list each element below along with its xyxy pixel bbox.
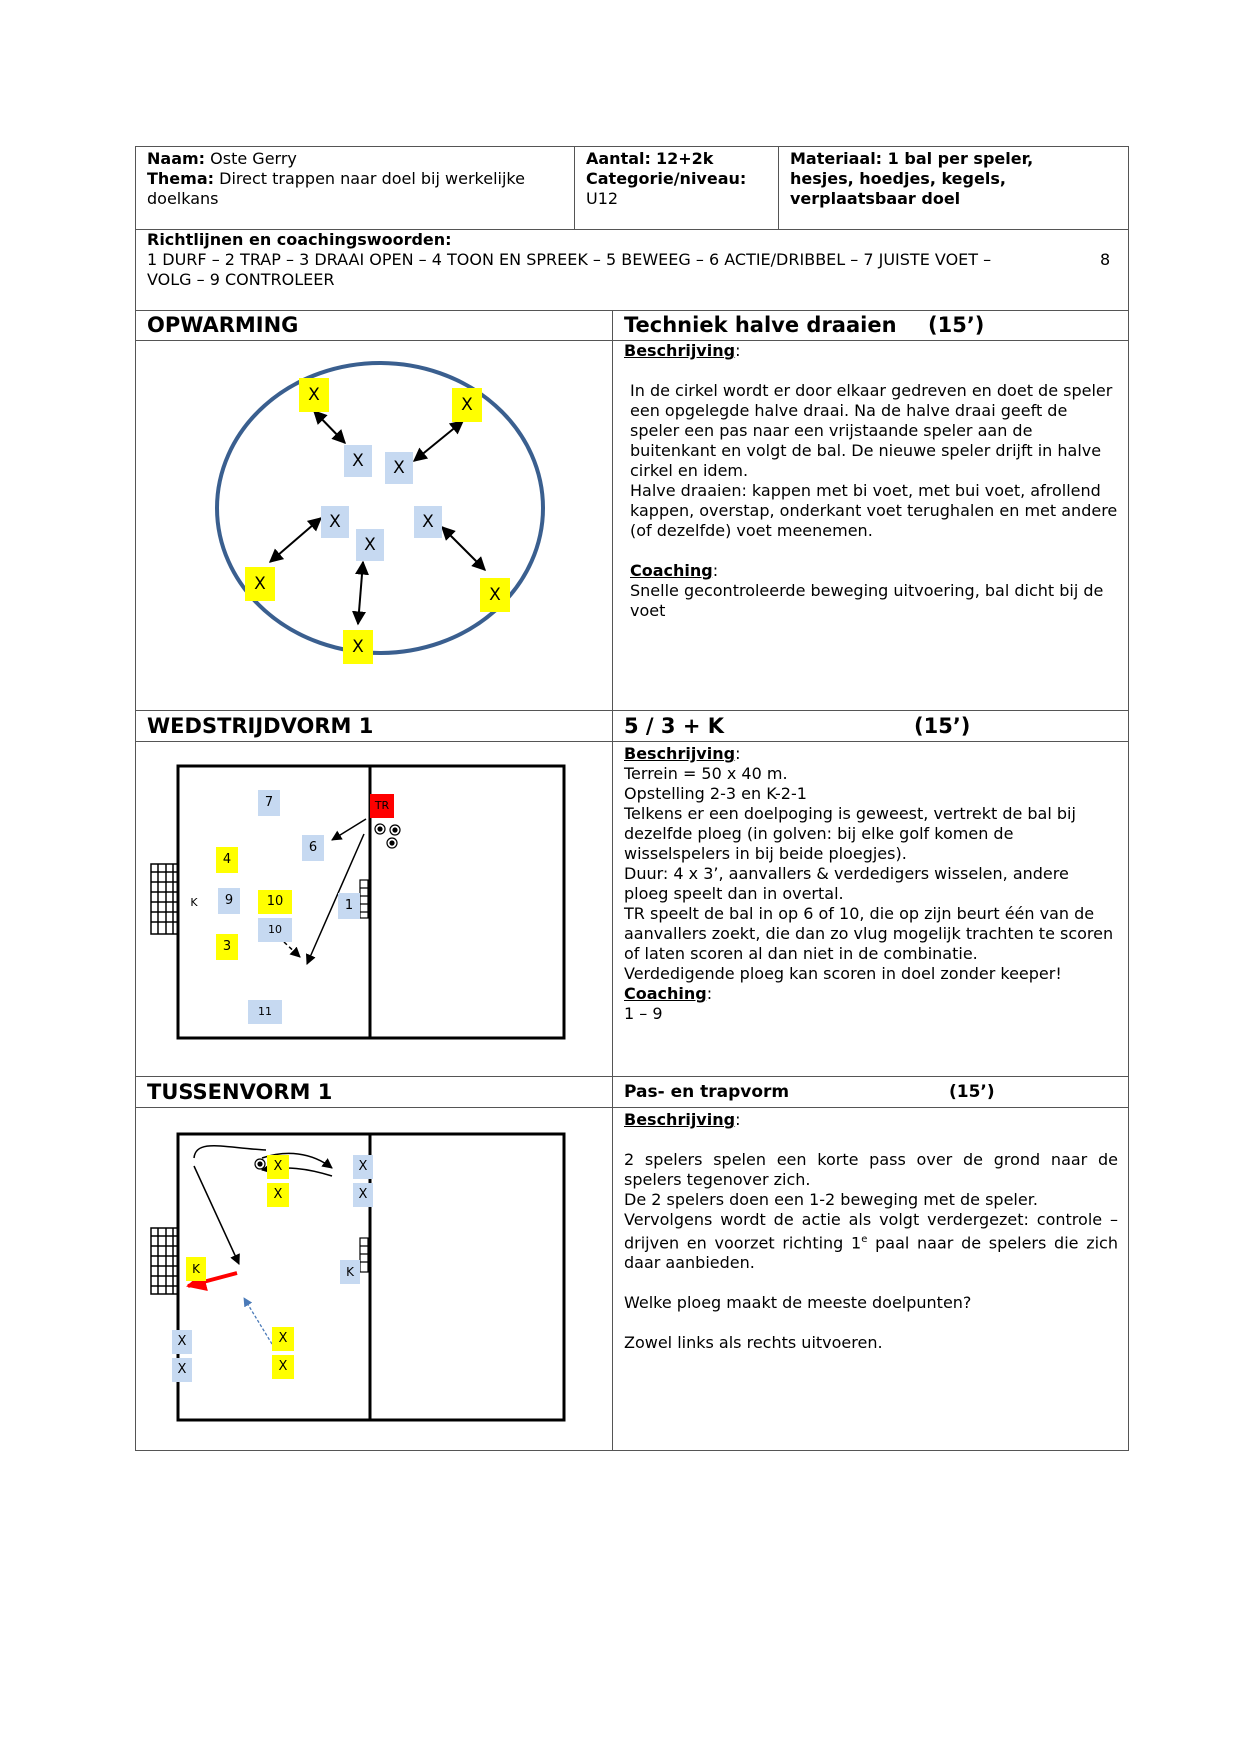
- player-yellow: X: [272, 1355, 294, 1379]
- pass-arrow: [358, 562, 363, 624]
- tussen-p3-sup: e: [861, 1234, 868, 1245]
- tussen-duration: (15’): [949, 1082, 995, 1102]
- tussen-p3-text: paal naar de spelers die zich daar aanbieden.: [624, 1233, 1118, 1273]
- richtlijnen-line2: VOLG – 9 CONTROLEER: [147, 270, 335, 289]
- tussen-p2: De 2 spelers doen een 1-2 beweging met de speler.: [624, 1190, 1038, 1209]
- player-blue: X: [172, 1358, 192, 1382]
- player-1: 1: [338, 893, 360, 919]
- player-yellow: X: [343, 630, 373, 664]
- ball-icon: [375, 824, 400, 848]
- player-yellow: X: [267, 1183, 289, 1207]
- thema-label: Thema:: [147, 169, 215, 188]
- tussen-p5: Zowel links als rechts uitvoeren.: [624, 1333, 883, 1353]
- tussen-title: Pas- en trapvorm: [624, 1082, 790, 1102]
- opwarming-section-title: OPWARMING: [147, 313, 299, 337]
- player-10-blue: 10: [258, 918, 292, 942]
- tussen-p3: [624, 1210, 1118, 1273]
- categorie-value: U12: [586, 189, 619, 208]
- player-yellow: X: [452, 388, 482, 422]
- opwarming-coaching-text: Snelle gecontroleerde beweging uitvoering, bal dicht bij de voet: [630, 581, 1104, 620]
- player-blue: X: [385, 452, 413, 484]
- colon: :: [735, 744, 741, 763]
- player-3: 3: [216, 934, 238, 960]
- player-7: 7: [258, 790, 280, 816]
- run-arrow: [284, 942, 300, 957]
- keeper-yellow: K: [186, 1257, 206, 1281]
- opwarming-beschrijving-heading: [624, 341, 740, 361]
- player-10-yellow: 10: [258, 890, 292, 914]
- aantal-cell: [586, 149, 771, 209]
- tussen-diagram: [136, 1108, 611, 1449]
- materiaal-label: Materiaal:: [790, 149, 883, 168]
- trainer-tr: TR: [370, 794, 394, 818]
- player-blue: X: [356, 529, 384, 561]
- colon: :: [735, 341, 741, 360]
- richtlijnen-title: Richtlijnen en coachingswoorden:: [147, 230, 452, 249]
- tussen-p3-text: Vervolgens wordt de actie als volgt verdergezet: controle – drijven en voorzet richting 1: [624, 1210, 1118, 1253]
- pass-arrow: [442, 527, 485, 570]
- wedstrijd-line: Opstelling 2-3 en K-2-1: [624, 784, 807, 803]
- player-blue: X: [414, 506, 442, 538]
- run-arrow: [194, 1166, 239, 1264]
- tussen-section-title: TUSSENVORM 1: [147, 1080, 333, 1104]
- player-blue: X: [353, 1155, 373, 1179]
- aantal-label: Aantal:: [586, 149, 651, 168]
- pass-arrow-dotted: [244, 1298, 272, 1344]
- richtlijnen-line1: 1 DURF – 2 TRAP – 3 DRAAI OPEN – 4 TOON EN SPREEK – 5 BEWEEG – 6 ACTIE/DRIBBEL – 7 JUISTE VOET –: [147, 250, 992, 269]
- beschrijving-label: Beschrijving: [624, 744, 736, 763]
- opwarming-description2: Halve draaien: kappen met bi voet, met bui voet, afrollend kappen, overstap, onderkant voet terughalen en met andere (of dezelfde) voet meenemen.: [630, 481, 1118, 540]
- wedstrijd-beschrijving-heading: [624, 744, 1118, 764]
- ball-icon: [255, 1159, 265, 1169]
- tussen-description: [624, 1110, 1118, 1353]
- wedstrijd-line: Telkens er een doelpoging is geweest, vertrekt de bal bij dezelfde ploeg (in golven: bij elke golf komen de wisselspelers in bij beide ploegjes).: [624, 804, 1076, 863]
- wedstrijd-coaching-heading: [624, 984, 1118, 1004]
- wedstrijd-section-title: WEDSTRIJDVORM 1: [147, 714, 374, 738]
- opwarming-duration: (15’): [928, 313, 985, 337]
- wedstrijd-description: [624, 744, 1118, 1024]
- naam-cell: [147, 149, 567, 209]
- naam-label: Naam:: [147, 149, 206, 168]
- wedstrijd-diagram: [136, 742, 611, 1075]
- categorie-label: Categorie/niveau:: [586, 169, 747, 188]
- wedstrijd-line: Duur: 4 x 3’, aanvallers & verdedigers wisselen, andere ploeg speelt dan in overtal.: [624, 864, 1069, 903]
- tussen-beschrijving-heading: [624, 1110, 1118, 1130]
- player-blue: X: [172, 1330, 192, 1354]
- opwarming-title: Techniek halve draaien: [624, 313, 897, 337]
- player-11: 11: [248, 1000, 282, 1024]
- small-goal-icon: [360, 1238, 368, 1272]
- divider: [574, 146, 575, 230]
- beschrijving-label: Beschrijving: [624, 1110, 736, 1129]
- player-yellow: X: [245, 567, 275, 601]
- aantal-value: 12+2k: [656, 149, 714, 168]
- player-4: 4: [216, 847, 238, 873]
- colon: :: [735, 1110, 741, 1129]
- wedstrijd-line: Verdedigende ploeg kan scoren in doel zonder keeper!: [624, 964, 1062, 983]
- wedstrijd-duration: (15’): [914, 714, 971, 738]
- tussen-p4: Welke ploeg maakt de meeste doelpunten?: [624, 1293, 972, 1313]
- player-6: 6: [302, 835, 324, 861]
- pass-arrow: [414, 421, 463, 461]
- pass-arrow: [332, 819, 366, 840]
- wedstrijd-line: TR speelt de bal in op 6 of 10, die op zijn beurt één van de aanvallers zoekt, die dan zo vlug mogelijk trachten te scoren of laten scoren al dan niet in de combinatie.: [624, 904, 1114, 963]
- opwarming-description: In de cirkel wordt er door elkaar gedreven en doet de speler een opgelegde halve draai. Na de halve draai geeft de speler een pas naar een vrijstaande speler aan de buitenkant en volgt de bal. De nieuwe speler drijft in halve cirkel en idem.: [630, 381, 1113, 480]
- naam-value: Oste Gerry: [210, 149, 297, 168]
- thema-value: Direct trappen naar doel bij werkelijke doelkans: [147, 169, 525, 208]
- tussen-p1: 2 spelers spelen een korte pass over de grond naar de spelers tegenover zich.: [624, 1150, 1118, 1189]
- beschrijving-label: Beschrijving: [624, 341, 736, 360]
- goal-icon: [151, 1228, 178, 1294]
- player-yellow: X: [299, 378, 329, 412]
- materiaal-cell: [790, 149, 1090, 209]
- wedstrijd-line: Terrein = 50 x 40 m.: [624, 764, 788, 783]
- opwarming-diagram: [136, 341, 611, 709]
- opwarming-coaching-heading: [630, 561, 718, 581]
- column-divider: [612, 310, 613, 1451]
- player-9: 9: [218, 888, 240, 914]
- keeper-blue: K: [340, 1260, 360, 1284]
- goal-icon: [151, 864, 178, 934]
- wedstrijd-coaching-text: 1 – 9: [624, 1004, 663, 1023]
- player-yellow: X: [267, 1155, 289, 1179]
- player-blue: X: [321, 506, 349, 538]
- coaching-label: Coaching: [624, 984, 707, 1003]
- small-goal-icon: [360, 880, 368, 918]
- pass-arrow: [270, 518, 321, 562]
- colon: :: [712, 561, 719, 580]
- player-blue: X: [353, 1183, 373, 1207]
- richtlijnen-line1-end: 8: [1100, 250, 1111, 269]
- keeper-k: K: [190, 896, 198, 909]
- pass-arrow: [314, 411, 345, 443]
- coaching-label: Coaching: [630, 561, 713, 580]
- player-blue: X: [344, 445, 372, 477]
- wedstrijd-title: 5 / 3 + K: [624, 714, 725, 738]
- player-yellow: X: [272, 1327, 294, 1351]
- materiaal-value: 1 bal per speler, hesjes, hoedjes, kegels, verplaatsbaar doel: [790, 149, 1034, 208]
- run-arrow: [194, 1146, 266, 1158]
- player-yellow: X: [480, 578, 510, 612]
- divider: [778, 146, 779, 230]
- colon: :: [706, 984, 713, 1003]
